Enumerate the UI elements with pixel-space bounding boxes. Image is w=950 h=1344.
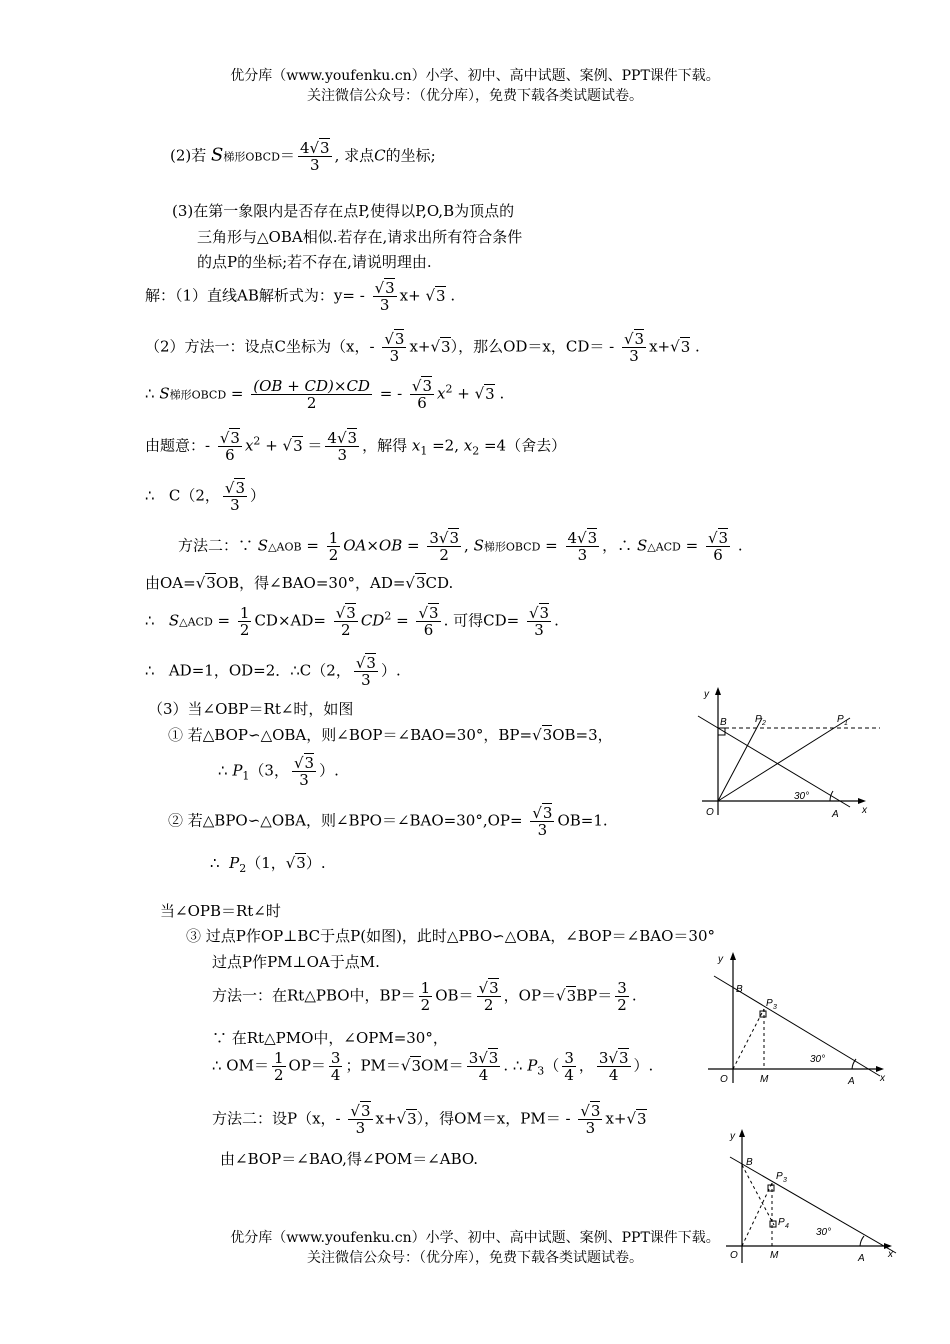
solution-line4: 由题意：- $\frac{√3}{6}$ $x^2 + √3$ ＝ $\frac{4√3}{3}$ ，解得 $x_1 =2$, $x_2 =4$（舍去） — [145, 429, 567, 464]
solution-line15: 当∠OPB＝Rt∠时 — [160, 902, 281, 920]
solution-line18: 方法一：在Rt△PBO中，BP＝ $\frac{1}{2}$ OB＝ $\frac{√3}{2}$ ，OP＝√3BP＝ $\frac{3}{2}$ . — [212, 979, 637, 1014]
fig1-p2-sub: 2 — [762, 720, 766, 727]
fig1-x-label: x — [862, 805, 867, 816]
fig2-x-label: x — [880, 1073, 885, 1084]
solution-line21: 方法二：设P（x，- $\frac{√3}{3}$ x+√3），得OM＝x，PM＝ - $\frac{√3}{3}$ x+√3 — [212, 1102, 647, 1137]
solution-line6: 方法二：∵ S△AOB = $\frac{1}{2}$ OA×OB = $\frac{3√3}{2}$ , S梯形OBCD = $\frac{4√3}{3}$ ，∴ S△ACD = $\frac{√3}{6}$ . — [178, 529, 743, 564]
page-header-line2: 关注微信公众号：（优分库），免费下载各类试题试卷。 — [307, 88, 643, 104]
solution-line3: ∴ S梯形OBCD = $\frac{(OB + CD)\times CD}{2}$ = - $\frac{√3}{6}$ $x^2 + √3$ . — [145, 377, 505, 412]
solution-line19: ∵ 在Rt△PMO中，∠OPM=30°， — [212, 1029, 448, 1047]
problem-part2: (2)若 S梯形OBCD＝ $\frac{4√3}{3}$ , 求点C的坐标; — [170, 139, 436, 174]
solution-line8: ∴ S△ACD = $\frac{1}{2}$ CD×AD= $\frac{√3}{2}$ $CD^2$ = $\frac{√3}{6}$ . 可得CD= $\frac{√3}{3}$ . — [145, 604, 559, 639]
fig3-p3-sub: 3 — [783, 1177, 787, 1184]
fig3-x-label: x — [888, 1249, 893, 1260]
fig2-a-label: A — [848, 1076, 855, 1087]
fig2-p3-label: P — [766, 998, 773, 1009]
solution-line20: ∴ OM＝ $\frac{1}{2}$ OP＝ $\frac{3}{4}$ ；PM＝√3OM＝ $\frac{3√3}{4}$ . ∴ $P_3$（ $\frac{3}{4}$ ， $\frac{3√3}{4}$ ）. — [212, 1049, 654, 1084]
fig3-p3-label: P — [776, 1171, 783, 1182]
solution-line1: 解：（1）直线AB解析式为：y= - $\frac{√3}{3}$ x+ √3 . — [145, 279, 456, 314]
fig2-m-label: M — [760, 1074, 769, 1085]
fig2-p3-sub: 3 — [773, 1004, 777, 1011]
fig2-y-label: y — [718, 954, 723, 965]
problem-part3-line1: (3)在第一象限内是否存在点P,使得以P,O,B为顶点的 — [172, 202, 515, 220]
solution-line13: ② 若△BPO∽△OBA，则∠BPO＝∠BAO=30°,OP= $\frac{√3}{3}$ OB=1. — [168, 804, 608, 839]
page-header-line1: 优分库（www.youfenku.cn）小学、初中、高中试题、案例、PPT课件下载。 — [230, 68, 720, 84]
solution-line7: 由OA=√3OB，得∠BAO=30°，AD=√3CD. — [145, 574, 454, 592]
fig1-o-label: O — [706, 807, 714, 818]
fig1-b-label: B — [720, 717, 727, 728]
fig3-p4-label: P — [778, 1217, 785, 1228]
fig3-b-label: B — [746, 1157, 753, 1168]
fig1-a-label: A — [832, 809, 839, 820]
problem-part3-line3: 的点P的坐标;若不存在,请说明理由. — [197, 253, 432, 271]
solution-line5: ∴ C（2， $\frac{√3}{3}$ ） — [145, 479, 265, 514]
solution-line17: 过点P作PM⊥OA于点M. — [212, 953, 380, 971]
fig1-p2-label: P — [755, 714, 762, 725]
solution-line16: ③ 过点P作OP⊥BC于点P(如图)，此时△PBO∽△OBA，∠BOP＝∠BAO＝30° — [186, 927, 715, 945]
fig1-angle-label: 30° — [794, 791, 810, 802]
solution-line12: ∴ $P_1(3$， $\frac{√3}{3}$ ）. — [218, 754, 339, 789]
fig3-y-label: y — [730, 1131, 735, 1142]
fig2-angle-label: 30° — [810, 1054, 826, 1065]
fig3-a-label: A — [858, 1253, 865, 1264]
solution-line10: （3）当∠OBP＝Rt∠时，如图 — [148, 700, 354, 718]
page-footer-line2: 关注微信公众号：（优分库），免费下载各类试题试卷。 — [307, 1250, 643, 1266]
fig3-p4-sub: 4 — [785, 1223, 789, 1230]
fig2-o-label: O — [720, 1074, 728, 1085]
fig1-y-label: y — [704, 689, 709, 700]
solution-line2: （2）方法一：设点C坐标为（x，- $\frac{√3}{3}$ x+√3），那么OD＝x，CD＝ - $\frac{√3}{3}$ x+√3 . — [145, 330, 700, 365]
fig1-p1-sub: 1 — [844, 720, 848, 727]
solution-line9: ∴ AD=1，OD=2．∴C（2， $\frac{√3}{3}$ ）. — [145, 654, 401, 689]
figure-2 — [700, 948, 900, 1088]
solution-line14: ∴ $P_2(1$，√3）. — [210, 854, 326, 875]
fig3-m-label: M — [770, 1250, 779, 1261]
figure-1 — [690, 685, 890, 825]
fig3-o-label: O — [730, 1250, 738, 1261]
fig2-b-label: B — [736, 984, 743, 995]
solution-line11: ① 若△BOP∽△OBA，则∠BOP＝∠BAO=30°，BP=√3OB=3， — [168, 726, 613, 744]
solution-line22: 由∠BOP＝∠BAO,得∠POM＝∠ABO. — [220, 1150, 479, 1168]
page-footer-line1: 优分库（www.youfenku.cn）小学、初中、高中试题、案例、PPT课件下载。 — [230, 1230, 720, 1246]
fig1-p1-label: P — [837, 714, 844, 725]
problem-part3-line2: 三角形与△OBA相似.若存在,请求出所有符合条件 — [197, 228, 523, 246]
fig3-angle-label: 30° — [816, 1227, 832, 1238]
